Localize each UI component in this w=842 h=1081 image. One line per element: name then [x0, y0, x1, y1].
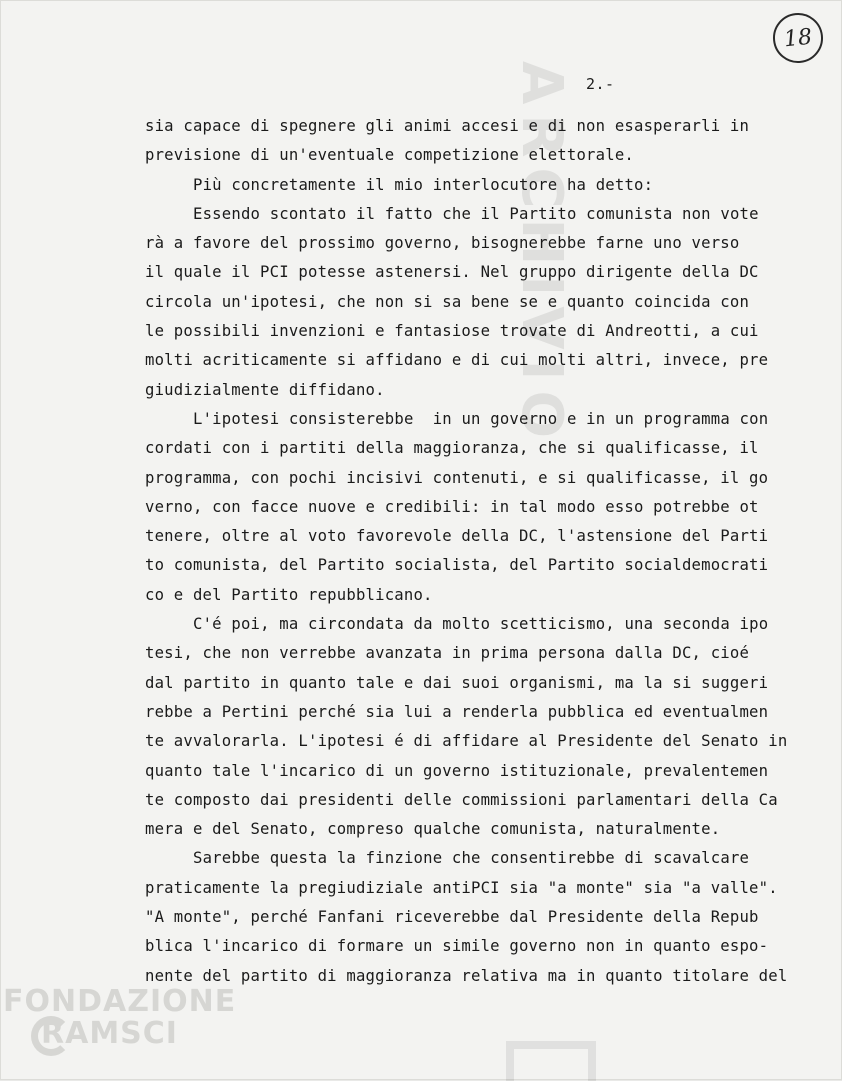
text-line: mera e del Senato, compreso qualche comunista, naturalmente. [145, 820, 721, 839]
text-line: rà a favore del prossimo governo, bisognerebbe farne uno verso [145, 234, 740, 253]
text-line: L'ipotesi consisterebbe in un governo e in un programma con [193, 409, 769, 428]
text-line: le possibili invenzioni e fantasiose trovate di Andreotti, a cui [145, 322, 759, 341]
bottom-watermark-icon [506, 1041, 596, 1081]
text-line: sia capace di spegnere gli animi accesi e di non esasperarli in [145, 117, 750, 135]
text-line: co e del Partito repubblicano. [145, 585, 433, 604]
typed-body-text [145, 112, 815, 991]
fondazione-gramsci-logo [3, 986, 236, 1050]
text-line: Essendo scontato il fatto che il Partito comunista non vote [193, 204, 759, 223]
logo-g-mark-icon [31, 1016, 71, 1056]
text-line: C'é poi, ma circondata da molto scetticismo, una seconda ipo [193, 615, 769, 634]
text-line: quanto tale l'incarico di un governo istituzionale, prevalentemen [145, 761, 769, 780]
text-line: tesi, che non verrebbe avanzata in prima persona dalla DC, cioé [145, 644, 750, 663]
page-number: 2.- [586, 75, 615, 93]
text-line: rebbe a Pertini perché sia lui a renderla pubblica ed eventualmen [145, 702, 769, 721]
text-line: dal partito in quanto tale e dai suoi organismi, ma la si suggeri [145, 673, 769, 692]
logo-line-2: RAMSCI [41, 1016, 178, 1051]
text-line: molti acriticamente si affidano e di cui molti altri, invece, pre [145, 351, 769, 370]
text-line: tenere, oltre al voto favorevole della DC, l'astensione del Parti [145, 527, 769, 546]
logo-line-1: FONDAZIONE [3, 984, 237, 1019]
text-line: "A monte", perché Fanfani riceverebbe dal Presidente della Repub [145, 908, 759, 927]
text-line: verno, con facce nuove e credibili: in tal modo esso potrebbe ot [145, 497, 759, 516]
text-line: Sarebbe questa la finzione che consentirebbe di scavalcare [193, 849, 750, 868]
text-line: circola un'ipotesi, che non si sa bene se e quanto coincida con [145, 292, 750, 311]
text-line: praticamente la pregiudiziale antiPCI sia "a monte" sia "a valle". [145, 878, 778, 897]
watermark-text: ARCHIVIO [509, 61, 574, 449]
text-line: te avvalorarla. L'ipotesi é di affidare al Presidente del Senato in [145, 732, 788, 751]
text-line: cordati con i partiti della maggioranza, che si qualificasse, il [145, 439, 759, 458]
folio-number-circled [771, 11, 826, 66]
text-line: blica l'incarico di formare un simile governo non in quanto espo- [145, 937, 769, 956]
text-line: previsione di un'eventuale competizione elettorale. [145, 146, 634, 165]
folio-number: 18 [782, 24, 814, 52]
text-line: te composto dai presidenti delle commissioni parlamentari della Ca [145, 790, 778, 809]
text-line: programma, con pochi incisivi contenuti, e si qualificasse, il go [145, 468, 769, 487]
text-line: to comunista, del Partito socialista, del Partito socialdemocrati [145, 556, 769, 575]
text-line: Più concretamente il mio interlocutore ha detto: [193, 175, 654, 194]
text-line: nente del partito di maggioranza relativa ma in quanto titolare del [145, 966, 788, 985]
text-line: il quale il PCI potesse astenersi. Nel gruppo dirigente della DC [145, 263, 759, 282]
text-line: giudizialmente diffidano. [145, 380, 385, 399]
